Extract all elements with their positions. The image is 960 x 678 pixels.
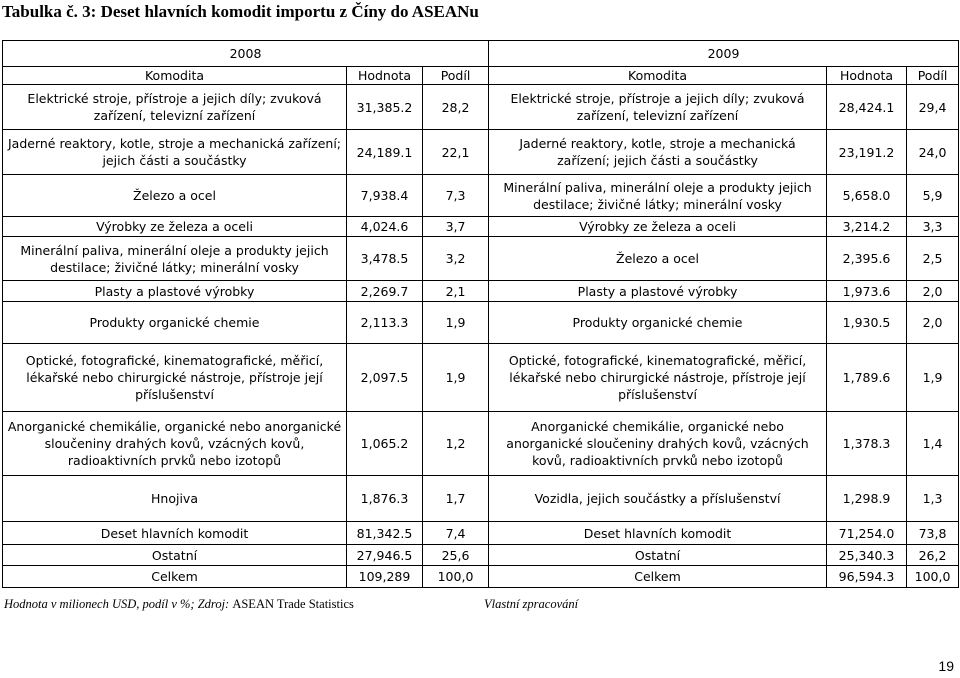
year-2008: 2008 (3, 41, 489, 67)
header-podil-2008: Podíl (423, 67, 489, 85)
value-2009: 71,254.0 (827, 522, 907, 545)
value-2008: 31,385.2 (347, 85, 423, 130)
value-2008: 2,269.7 (347, 281, 423, 302)
commodity-2009: Celkem (489, 566, 827, 588)
share-2008: 25,6 (423, 545, 489, 566)
share-2009: 29,4 (907, 85, 959, 130)
share-2008: 3,7 (423, 217, 489, 237)
commodity-2009: Optické, fotografické, kinematografické, měřicí, lékařské nebo chirurgické nástroje, přístroje její příslušenství (489, 344, 827, 412)
credit-note: Vlastní zpracování (484, 597, 579, 611)
value-2008: 7,938.4 (347, 175, 423, 217)
value-2009: 3,214.2 (827, 217, 907, 237)
table-row (3, 522, 959, 545)
share-2009: 2,0 (907, 302, 959, 344)
table-row (3, 217, 959, 237)
value-2009: 1,973.6 (827, 281, 907, 302)
year-header-row (3, 41, 959, 67)
share-2009: 1,9 (907, 344, 959, 412)
commodity-2008: Minerální paliva, minerální oleje a produkty jejich destilace; živičné látky; minerální vosky (3, 237, 347, 281)
share-2008: 3,2 (423, 237, 489, 281)
value-2008: 2,097.5 (347, 344, 423, 412)
value-2008: 1,876.3 (347, 476, 423, 522)
year-2009: 2009 (489, 41, 959, 67)
share-2008: 7,4 (423, 522, 489, 545)
commodity-2009: Ostatní (489, 545, 827, 566)
share-2009: 3,3 (907, 217, 959, 237)
source-note (4, 597, 354, 612)
column-header-row (3, 67, 959, 85)
table-title: Tabulka č. 3: Deset hlavních komodit importu z Číny do ASEANu (2, 2, 479, 21)
value-2009: 1,930.5 (827, 302, 907, 344)
commodity-2009: Železo a ocel (489, 237, 827, 281)
share-2009: 24,0 (907, 130, 959, 175)
value-2008: 27,946.5 (347, 545, 423, 566)
share-2008: 28,2 (423, 85, 489, 130)
commodity-2008: Produkty organické chemie (3, 302, 347, 344)
table-row (3, 237, 959, 281)
share-2008: 1,9 (423, 344, 489, 412)
table-row (3, 281, 959, 302)
commodity-table (2, 40, 959, 588)
share-2009: 5,9 (907, 175, 959, 217)
value-2009: 28,424.1 (827, 85, 907, 130)
value-2009: 96,594.3 (827, 566, 907, 588)
table-row (3, 130, 959, 175)
commodity-2009: Plasty a plastové výrobky (489, 281, 827, 302)
table-row (3, 476, 959, 522)
header-podil-2009: Podíl (907, 67, 959, 85)
share-2008: 1,7 (423, 476, 489, 522)
value-2009: 1,378.3 (827, 412, 907, 476)
commodity-2009: Deset hlavních komodit (489, 522, 827, 545)
commodity-2008: Hnojiva (3, 476, 347, 522)
share-2009: 100,0 (907, 566, 959, 588)
table-row (3, 566, 959, 588)
share-2009: 2,5 (907, 237, 959, 281)
share-2009: 1,3 (907, 476, 959, 522)
share-2009: 2,0 (907, 281, 959, 302)
commodity-2008: Celkem (3, 566, 347, 588)
value-2008: 1,065.2 (347, 412, 423, 476)
commodity-2008: Elektrické stroje, přístroje a jejich díly; zvuková zařízení, televizní zařízení (3, 85, 347, 130)
table-row (3, 175, 959, 217)
share-2008: 2,1 (423, 281, 489, 302)
share-2009: 1,4 (907, 412, 959, 476)
commodity-2008: Deset hlavních komodit (3, 522, 347, 545)
share-2008: 100,0 (423, 566, 489, 588)
source-name: ASEAN Trade Statistics (232, 597, 354, 611)
commodity-2008: Ostatní (3, 545, 347, 566)
commodity-2009: Vozidla, jejich součástky a příslušenství (489, 476, 827, 522)
commodity-2009: Anorganické chemikálie, organické nebo anorganické sloučeniny drahých kovů, vzácných kovů, radioaktivních prvků nebo izotopů (489, 412, 827, 476)
value-2009: 1,789.6 (827, 344, 907, 412)
value-2009: 5,658.0 (827, 175, 907, 217)
page-number: 19 (938, 658, 954, 674)
value-2009: 2,395.6 (827, 237, 907, 281)
commodity-2008: Jaderné reaktory, kotle, stroje a mechanická zařízení; jejich části a součástky (3, 130, 347, 175)
table-row (3, 302, 959, 344)
commodity-2009: Výrobky ze železa a oceli (489, 217, 827, 237)
value-2008: 2,113.3 (347, 302, 423, 344)
source-note-text: Hodnota v milionech USD, podíl v %; Zdroj: (4, 597, 230, 611)
header-komodita-2009: Komodita (489, 67, 827, 85)
share-2009: 73,8 (907, 522, 959, 545)
value-2008: 3,478.5 (347, 237, 423, 281)
header-komodita-2008: Komodita (3, 67, 347, 85)
value-2008: 81,342.5 (347, 522, 423, 545)
value-2009: 23,191.2 (827, 130, 907, 175)
value-2008: 4,024.6 (347, 217, 423, 237)
table-row (3, 412, 959, 476)
value-2009: 1,298.9 (827, 476, 907, 522)
commodity-2009: Jaderné reaktory, kotle, stroje a mechanická zařízení; jejich části a součástky (489, 130, 827, 175)
value-2008: 24,189.1 (347, 130, 423, 175)
value-2009: 25,340.3 (827, 545, 907, 566)
share-2009: 26,2 (907, 545, 959, 566)
commodity-2008: Optické, fotografické, kinematografické, měřicí, lékařské nebo chirurgické nástroje, přístroje její příslušenství (3, 344, 347, 412)
commodity-2009: Elektrické stroje, přístroje a jejich díly; zvuková zařízení, televizní zařízení (489, 85, 827, 130)
share-2008: 1,2 (423, 412, 489, 476)
commodity-2008: Anorganické chemikálie, organické nebo anorganické sloučeniny drahých kovů, vzácných kovů, radioaktivních prvků nebo izotopů (3, 412, 347, 476)
commodity-2009: Minerální paliva, minerální oleje a produkty jejich destilace; živičné látky; minerální vosky (489, 175, 827, 217)
header-hodnota-2008: Hodnota (347, 67, 423, 85)
table-row (3, 344, 959, 412)
header-hodnota-2009: Hodnota (827, 67, 907, 85)
value-2008: 109,289 (347, 566, 423, 588)
commodity-2008: Plasty a plastové výrobky (3, 281, 347, 302)
commodity-2009: Produkty organické chemie (489, 302, 827, 344)
table-row (3, 545, 959, 566)
table-row (3, 85, 959, 130)
commodity-2008: Výrobky ze železa a oceli (3, 217, 347, 237)
share-2008: 22,1 (423, 130, 489, 175)
share-2008: 1,9 (423, 302, 489, 344)
commodity-2008: Železo a ocel (3, 175, 347, 217)
share-2008: 7,3 (423, 175, 489, 217)
